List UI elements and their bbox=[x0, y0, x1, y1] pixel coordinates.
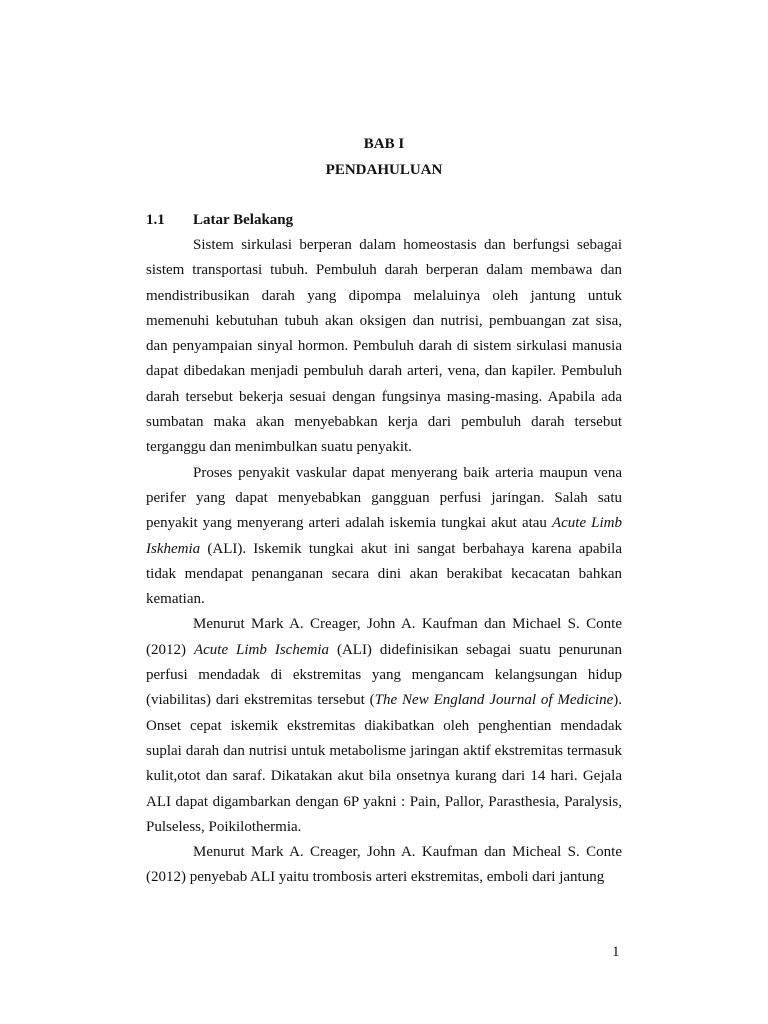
page-number: 1 bbox=[612, 944, 620, 960]
section-number: 1.1 bbox=[146, 212, 165, 228]
paragraph-3-text-c: (ALI) didefinisikan sebagai suatu penurunan perfusi mendadak di ekstremitas yang mengancam kelangsungan hidup (viabilitas) dari ekstremitas tersebut ( bbox=[146, 641, 623, 709]
paragraph-3-journal-title: The New England Journal of Medicine bbox=[374, 692, 614, 709]
paragraph-2 bbox=[146, 461, 622, 613]
chapter-title: PENDAHULUAN bbox=[325, 162, 443, 178]
paragraph-3-text-a: Menurut Mark A. Creager, John A. Kaufman dan Michael S. Conte (2012) bbox=[146, 616, 622, 658]
section-heading bbox=[146, 212, 293, 229]
paragraph-2-text-c: (ALI). Iskemik tungkai akut ini sangat berbahaya karena apabila tidak mendapat penanganan secara dini akan berakibat kecacatan bahkan kematian. bbox=[146, 540, 622, 608]
paragraph-3-text-e: ). Onset cepat iskemik ekstremitas diakibatkan oleh penghentian mendadak suplai darah dan nutrisi untuk metabolisme jaringan aktif ekstremitas termasuk kulit,otot dan saraf. Dikatakan akut bila onsetnya kurang dari 14 hari. Gejala ALI dapat digambarkan dengan 6P yakni : Pain, Pallor, Parasthesia, Paralysis, Pulseless, Poikilothermia. bbox=[146, 692, 622, 835]
paragraph-3 bbox=[146, 612, 622, 840]
paragraph-4: Menurut Mark A. Creager, John A. Kaufman dan Micheal S. Conte (2012) penyebab ALI yaitu trombosis arteri ekstremitas, emboli dari jantung bbox=[146, 844, 622, 886]
chapter-label: BAB I bbox=[363, 136, 405, 152]
paragraph-1: Sistem sirkulasi berperan dalam homeostasis dan berfungsi sebagai sistem transportasi tubuh. Pembuluh darah berperan dalam membawa dan mendistribusikan darah yang dipompa melaluinya oleh jantung untuk memenuhi kebutuhan tubuh akan oksigen dan nutrisi, pembuangan zat sisa, dan penyampaian sinyal hormon. Pembuluh darah di sistem sirkulasi manusia dapat dibedakan menjadi pembuluh darah arteri, vena, dan kapiler. Pembuluh darah tersebut bekerja sesuai dengan fungsinya masing-masing. Apabila ada sumbatan maka akan menyebabkan kerja dari pembuluh darah tersebut terganggu dan menimbulkan suatu penyakit. bbox=[146, 237, 622, 456]
section-title: Latar Belakang bbox=[193, 212, 294, 228]
body-text bbox=[146, 233, 622, 891]
paragraph-2-text-a: Proses penyakit vaskular dapat menyerang baik arteria maupun vena perifer yang dapat menyebabkan gangguan perfusi jaringan. Salah satu penyakit yang menyerang arteri adalah iskemia tungkai akut atau bbox=[146, 464, 622, 532]
paragraph-3-italic-term: Acute Limb Ischemia bbox=[193, 641, 329, 658]
paragraph-2-italic-term: Acute Limb Iskhemia bbox=[146, 515, 622, 557]
